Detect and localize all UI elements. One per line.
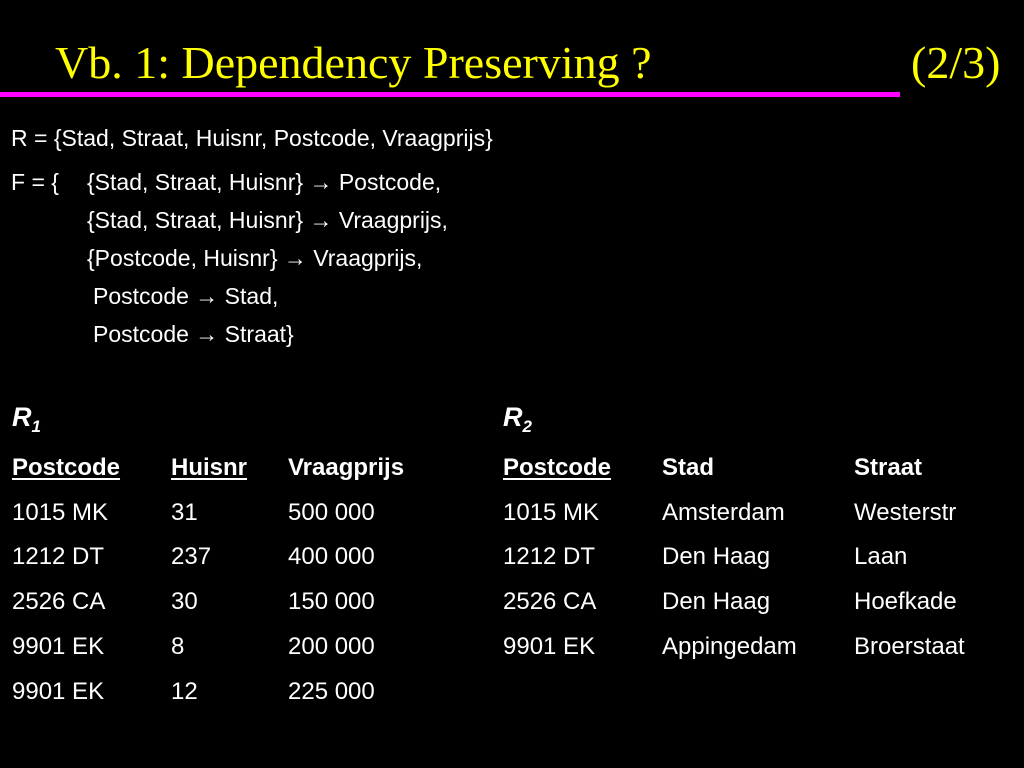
r1-cell: 31	[171, 499, 198, 526]
fd-line: Postcode → Stad,	[93, 283, 279, 309]
relation-r2-label	[503, 402, 532, 442]
fd-line: Postcode → Straat}	[93, 321, 294, 347]
r2-cell: Appingedam	[662, 633, 797, 660]
r2-cell: Hoefkade	[854, 588, 957, 615]
fd-line: {Stad, Straat, Huisnr} → Vraagprijs,	[87, 207, 448, 233]
r2-cell: Broerstaat	[854, 633, 965, 660]
r2-cell: 1015 MK	[503, 499, 600, 526]
r2-header-postcode: Postcode	[503, 454, 612, 481]
relation-r1-subscript: 1	[31, 417, 41, 436]
fd-line: {Stad, Straat, Huisnr} → Postcode,	[87, 169, 442, 195]
r1-cell: 1212 DT	[12, 543, 105, 570]
relation-r2-name: R	[503, 402, 523, 432]
r1-cell: 150 000	[288, 588, 375, 615]
slide-title	[0, 28, 1024, 98]
r1-header-postcode: Postcode	[12, 454, 121, 481]
slide-part-indicator: (2/3)	[911, 37, 1001, 88]
r1-cell: 400 000	[288, 543, 375, 570]
r1-cell: 200 000	[288, 633, 375, 660]
r1-cell: 12	[171, 678, 198, 705]
r1-cell: 237	[171, 543, 212, 570]
r1-cell: 30	[171, 588, 198, 615]
relation-r1-label	[12, 402, 41, 442]
r2-cell: Den Haag	[662, 588, 771, 615]
r1-cell: 1015 MK	[12, 499, 109, 526]
slide-title-text: Vb. 1: Dependency Preserving ?	[55, 37, 652, 88]
r1-cell: 225 000	[288, 678, 375, 705]
r1-cell: 500 000	[288, 499, 375, 526]
r1-cell: 9901 EK	[12, 633, 105, 660]
r2-cell: 2526 CA	[503, 588, 597, 615]
r2-cell: Westerstr	[854, 499, 957, 526]
r1-cell: 9901 EK	[12, 678, 105, 705]
relation-definition: R = {Stad, Straat, Huisnr, Postcode, Vraagprijs}	[11, 125, 493, 151]
r2-cell: Laan	[854, 543, 908, 570]
fd-line: {Postcode, Huisnr} → Vraagprijs,	[87, 245, 423, 271]
r1-cell: 8	[171, 633, 185, 660]
r2-cell: 1212 DT	[503, 543, 596, 570]
r1-header-huisnr: Huisnr	[171, 454, 248, 481]
r2-cell: 9901 EK	[503, 633, 596, 660]
r2-cell: Amsterdam	[662, 499, 785, 526]
r2-cell: Den Haag	[662, 543, 771, 570]
relation-r2-subscript: 2	[522, 417, 532, 436]
fd-prefix: F = {	[11, 169, 59, 195]
r1-cell: 2526 CA	[12, 588, 106, 615]
r1-header-vraagprijs: Vraagprijs	[288, 454, 405, 481]
r2-header-stad: Stad	[662, 454, 715, 481]
title-divider	[0, 92, 900, 97]
relation-r1-name: R	[12, 402, 32, 432]
r2-header-straat: Straat	[854, 454, 923, 481]
